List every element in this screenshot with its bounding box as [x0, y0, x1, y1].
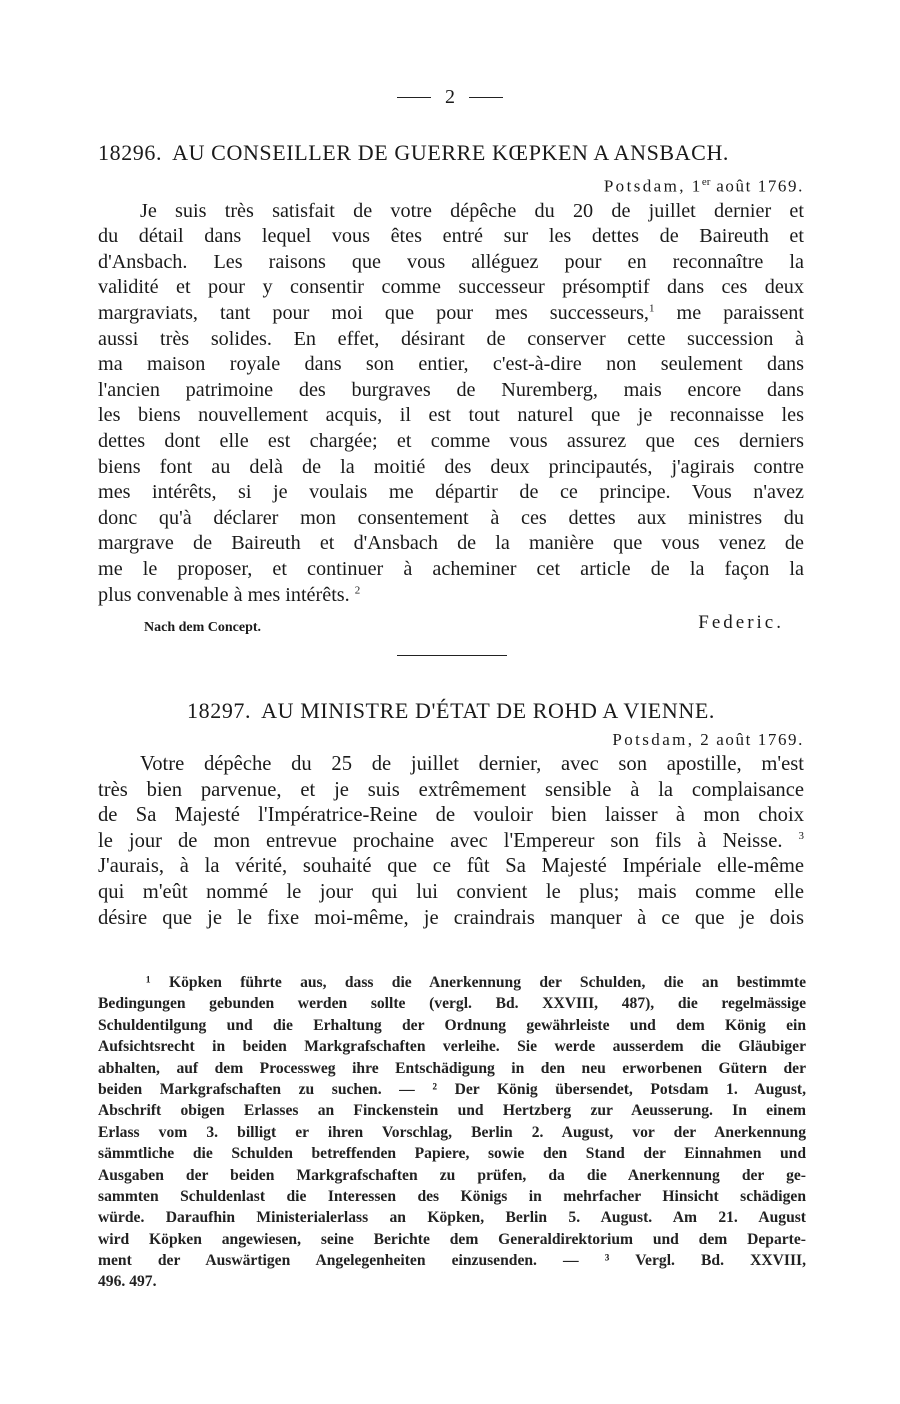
page-number: 2	[445, 86, 455, 108]
footnote-line: sämmtliche die Schulden betreffenden Papiere, sowie den Stand der Einnahmen und	[98, 1145, 806, 1163]
body-line: l'ancien patrimoine des burgraves de Nuremberg, mais encore dans	[98, 378, 804, 401]
body-line: Je suis très satisfait de votre dépêche du 20 de juillet dernier et	[140, 199, 804, 222]
footnote-line: Abschrift obigen Erlasses an Finckenstein und Hertzberg zur Aeusserung. In einem	[98, 1102, 806, 1120]
dateline	[98, 728, 804, 752]
letter-title: AU CONSEILLER DE GUERRE KŒPKEN A ANSBACH.	[172, 140, 730, 165]
dateline-day: 1	[691, 176, 702, 196]
body-line-text: me paraissent	[676, 302, 804, 325]
source-note: Nach dem Concept.	[144, 620, 262, 636]
header-rule-right	[469, 97, 503, 98]
letter-18296	[98, 138, 804, 642]
section-divider	[397, 655, 507, 656]
letter-18297	[98, 696, 804, 931]
body-line: me le proposer, et continuer à acheminer cet article de la façon la	[98, 557, 804, 580]
letter-heading	[98, 696, 804, 726]
footnote-line: sammten Schuldenlast die Interessen des Königs in mehrfacher Hinsicht schädigen	[98, 1187, 806, 1205]
footnote-marker: 3	[798, 829, 804, 842]
body-line: margrave de Baireuth et d'Ansbach de la manière que vous venez de	[98, 532, 804, 555]
letter-closing	[98, 612, 804, 642]
body-line: mes intérêts, si je voulais me départir de ce principe. Vous n'avez	[98, 481, 804, 504]
letter-number: 18297.	[187, 698, 252, 723]
body-line	[98, 301, 804, 327]
footnote-line: Erlass vom 3. billigt er ihren Vorschlag, Berlin 2. August, vor der Anerkennung	[98, 1123, 806, 1141]
footnote-line: wird Köpken angewiesen, seine Berichte dem Generaldirektorium und dem Departe-	[98, 1230, 806, 1248]
body-line: validité et pour y consentir comme successeur présomptif dans ces deux	[98, 276, 804, 299]
footnote-line: abhalten, auf dem Processweg ihre Entschädigung in den neu erworbenen Gütern der	[98, 1059, 806, 1077]
body-line: d'Ansbach. Les raisons que vous alléguez pour en reconnaître la	[98, 250, 804, 273]
footnote-line: Ausgaben der beiden Markgrafschaften zu prüfen, da die Anerkennung der ge-	[98, 1166, 806, 1184]
dateline-place: Potsdam,	[603, 176, 686, 196]
footnote-line: Aufsichtsrecht in beiden Markgrafschaften verleihe. Sie werde ausserdem die Gläubiger	[98, 1038, 806, 1056]
body-line: biens font au delà de la moitié des deux principautés, j'agirais contre	[98, 455, 804, 478]
dateline-place: Potsdam,	[612, 730, 695, 749]
body-line: J'aurais, à la vérité, souhaité que ce fût Sa Majesté Impériale elle-même	[98, 855, 804, 878]
dateline-day-suffix: er	[701, 176, 711, 188]
body-line: ma maison royale dans son entier, c'est-à-dire non seulement dans	[98, 353, 804, 376]
page-header	[0, 86, 900, 109]
letter-title: AU MINISTRE D'ÉTAT DE ROHD A VIENNE.	[261, 698, 715, 723]
footnote-line: Bedingungen gebunden werden sollte (vergl. Bd. XXVIII, 487), die regelmässige	[98, 995, 806, 1013]
body-line: qui m'eût nommé le jour qui lui convient le plus; mais comme elle	[98, 880, 804, 903]
footnote-line: ment der Auswärtigen Angelegenheiten einzusenden. — ³ Vergl. Bd. XXVIII,	[98, 1252, 806, 1270]
body-line: très bien parvenue, et je suis extrêmement sensible à la complaisance	[98, 778, 804, 801]
letter-body	[98, 199, 804, 609]
letter-body	[98, 752, 804, 931]
body-line: Votre dépêche du 25 de juillet dernier, avec son apostille, m'est	[140, 753, 804, 775]
body-line: dettes dont elle est chargée; et comme vous assurez que ces derniers	[98, 430, 804, 452]
dateline-date: 2 août 1769.	[700, 730, 804, 749]
header-rule-left	[397, 97, 431, 98]
body-line: donc qu'à déclarer mon consentement à ces dettes aux ministres du	[98, 506, 804, 529]
footnote-line: ¹ Köpken führte aus, dass die Anerkennung der Schulden, die an bestimmte	[146, 974, 806, 991]
letter-number: 18296.	[98, 140, 163, 165]
body-line: désire que je le fixe moi-même, je craindrais manquer à ce que je dois	[98, 906, 804, 929]
body-line-text: le jour de mon entrevue prochaine avec l'Empereur son fils à Neisse.	[98, 829, 783, 852]
footnote-line: beiden Markgrafschaften zu suchen. — ² Der König übersendet, Potsdam 1. August,	[98, 1080, 806, 1098]
body-line: de Sa Majesté l'Impératrice-Reine de vouloir bien laisser à mon choix	[98, 804, 804, 827]
footnote-line: Schuldentilgung und die Erhaltung der Ordnung gewährleiste und dem König ein	[98, 1016, 806, 1034]
body-line: les biens nouvellement acquis, il est tout naturel que je reconnaisse les	[98, 404, 804, 427]
footnote-marker: 1	[648, 302, 655, 315]
dateline-date: août 1769.	[716, 176, 804, 196]
body-line-text: margraviats, tant pour moi que pour mes successeurs,	[98, 302, 649, 325]
body-line: aussi très solides. En effet, désirant de conserver cette succession à	[98, 327, 804, 350]
body-line	[98, 829, 804, 855]
footnote-line: 496. 497.	[98, 1273, 157, 1291]
body-line-text: plus convenable à mes intérêts.	[98, 583, 350, 606]
signature: Federic.	[698, 612, 784, 634]
footnotes	[98, 972, 806, 1293]
footnote-line: würde. Daraufhin Ministerialerlass an Köpken, Berlin 5. August. Am 21. August	[98, 1209, 806, 1227]
letter-heading	[98, 138, 804, 168]
body-line: du détail dans lequel vous êtes entré sur les dettes de Baireuth et	[98, 225, 804, 248]
body-line	[98, 583, 804, 609]
footnote-marker: 2	[354, 583, 361, 596]
dateline	[98, 170, 804, 199]
